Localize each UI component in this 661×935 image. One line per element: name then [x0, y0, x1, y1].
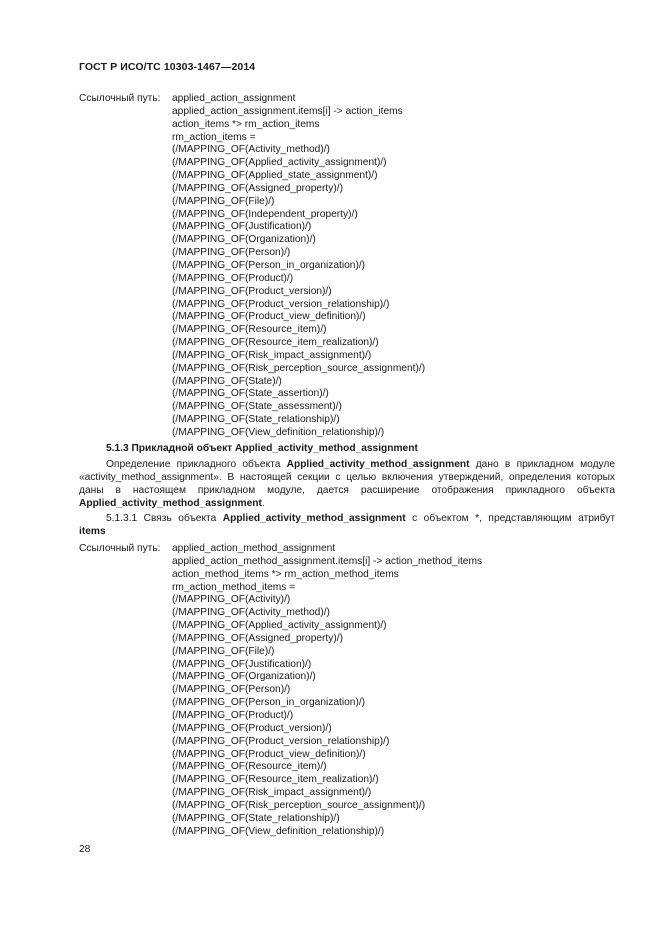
reference-path-line: (/MAPPING_OF(Organization)/) [172, 234, 316, 246]
reference-path-line: (/MAPPING_OF(Person)/) [172, 247, 291, 259]
reference-path-line: (/MAPPING_OF(Risk_perception_source_assignment)/) [172, 799, 426, 811]
reference-path-line: (/MAPPING_OF(State)/) [172, 375, 282, 387]
reference-path-line: (/MAPPING_OF(Independent_property)/) [172, 208, 358, 220]
page-header-title: ГОСТ Р ИСО/ТС 10303-1467—2014 [79, 61, 256, 73]
reference-path-line: applied_action_method_assignment [172, 543, 336, 554]
reference-path-line: (/MAPPING_OF(Organization)/) [172, 671, 316, 683]
reference-path-line: (/MAPPING_OF(Justification)/) [172, 221, 312, 233]
reference-path-line: (/MAPPING_OF(View_definition_relationship)/) [172, 426, 385, 438]
reference-path-line: (/MAPPING_OF(State_relationship)/) [172, 414, 340, 426]
reference-path-line: (/MAPPING_OF(State_relationship)/) [172, 812, 340, 824]
reference-path-line: (/MAPPING_OF(Product_version_relationship)/) [172, 298, 390, 310]
reference-path-line: (/MAPPING_OF(Person_in_organization)/) [172, 259, 366, 271]
reference-path-line: (/MAPPING_OF(Resource_item)/) [172, 761, 327, 773]
relationship-attribute-name: items [79, 525, 106, 537]
reference-path-line: (/MAPPING_OF(File)/) [172, 645, 275, 657]
reference-path-lines [172, 543, 572, 838]
relationship-paragraph [79, 513, 615, 539]
reference-path-line: (/MAPPING_OF(Product_version_relationship)/) [172, 735, 390, 747]
reference-path-label: Ссылочный путь: [79, 93, 161, 104]
definition-text-middle: дано в прикладном модуле «activity_method_assignment». В настоящей секции с целью включения утверждений, определения которых даны в настоящем прикладном модуле, дается расширение отображения прикладного объекта [79, 459, 615, 496]
reference-path-line: (/MAPPING_OF(Applied_state_assignment)/) [172, 170, 378, 182]
reference-path-line: applied_action_method_assignment.items[i] -> action_method_items [172, 555, 483, 567]
reference-path-line: (/MAPPING_OF(Product_view_definition)/) [172, 748, 366, 760]
page-number: 28 [79, 844, 91, 855]
reference-path-line: (/MAPPING_OF(Resource_item_realization)/) [172, 337, 379, 349]
reference-path-line: action_items *> rm_action_items [172, 118, 320, 130]
reference-path-line: (/MAPPING_OF(Applied_activity_assignment)/) [172, 157, 387, 169]
relationship-text-middle: с объектом *, представляющим атрибут [405, 513, 615, 524]
reference-path-line: action_method_items *> rm_action_method_items [172, 568, 399, 580]
definition-paragraph [79, 459, 615, 511]
definition-object-name-2: Applied_activity_method_assignment [79, 497, 262, 509]
reference-path-line: applied_action_assignment.items[i] -> action_items [172, 105, 403, 117]
relationship-text-start: 5.1.3.1 Связь объекта [106, 513, 223, 524]
reference-path-line: (/MAPPING_OF(Person_in_organization)/) [172, 697, 366, 709]
reference-path-line: (/MAPPING_OF(File)/) [172, 195, 275, 207]
reference-path-line: (/MAPPING_OF(State_assessment)/) [172, 401, 342, 413]
reference-path-line: (/MAPPING_OF(Activity_method)/) [172, 144, 330, 156]
reference-path-line: (/MAPPING_OF(Product_version)/) [172, 285, 332, 297]
definition-text-start: Определение прикладного объекта [106, 459, 287, 470]
reference-path-line: (/MAPPING_OF(Product)/) [172, 709, 294, 721]
reference-path-line: (/MAPPING_OF(Assigned_property)/) [172, 182, 343, 194]
reference-path-line: (/MAPPING_OF(Person)/) [172, 684, 291, 696]
relationship-object-name: Applied_activity_method_assignment [222, 513, 406, 524]
reference-path-line: (/MAPPING_OF(Activity)/) [172, 594, 291, 606]
reference-path-lines [172, 93, 572, 440]
reference-path-line: (/MAPPING_OF(Product_version)/) [172, 722, 332, 734]
reference-path-line: applied_action_assignment [172, 93, 296, 104]
reference-path-line: (/MAPPING_OF(Risk_perception_source_assignment)/) [172, 362, 426, 374]
reference-path-line: (/MAPPING_OF(Product_view_definition)/) [172, 311, 366, 323]
section-heading: 5.1.3 Прикладной объект Applied_activity_method_assignment [106, 443, 418, 454]
reference-path-line: rm_action_method_items = [172, 581, 296, 593]
reference-path-line: (/MAPPING_OF(Activity_method)/) [172, 607, 330, 619]
reference-path-line: (/MAPPING_OF(Risk_impact_assignment)/) [172, 787, 372, 799]
reference-path-line: (/MAPPING_OF(Justification)/) [172, 658, 312, 670]
reference-path-line: (/MAPPING_OF(Assigned_property)/) [172, 632, 343, 644]
reference-path-label: Ссылочный путь: [79, 543, 161, 554]
reference-path-line: (/MAPPING_OF(Product)/) [172, 272, 294, 284]
reference-path-line: rm_action_items = [172, 131, 256, 143]
reference-path-line: (/MAPPING_OF(State_assertion)/) [172, 388, 329, 400]
reference-path-line: (/MAPPING_OF(Resource_item_realization)/) [172, 774, 379, 786]
reference-path-line: (/MAPPING_OF(Risk_impact_assignment)/) [172, 349, 372, 361]
definition-object-name: Applied_activity_method_assignment [286, 459, 470, 470]
reference-path-line: (/MAPPING_OF(View_definition_relationship)/) [172, 825, 385, 837]
reference-path-line: (/MAPPING_OF(Resource_item)/) [172, 324, 327, 336]
definition-text-end: . [261, 497, 265, 509]
reference-path-line: (/MAPPING_OF(Applied_activity_assignment)/) [172, 620, 387, 632]
